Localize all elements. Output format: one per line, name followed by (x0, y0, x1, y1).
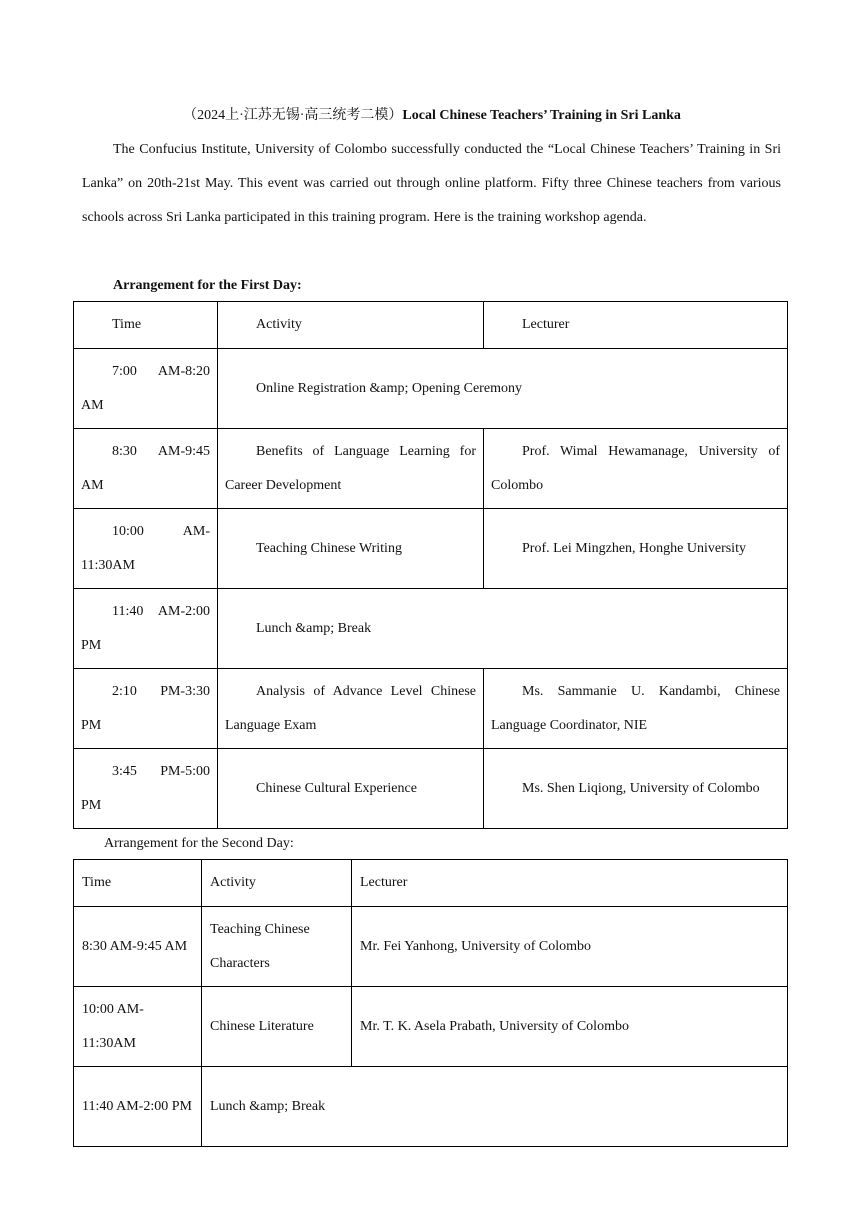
header-lecturer: Lecturer (484, 302, 788, 349)
time-cell: 8:30 AM-9:45 AM (74, 429, 218, 509)
lecturer-cell: Ms. Shen Liqiong, University of Colombo (484, 749, 788, 829)
header-time: Time (74, 302, 218, 349)
title-main: Local Chinese Teachers’ Training in Sri Lanka (402, 108, 681, 123)
lecturer-cell: Prof. Wimal Hewamanage, University of Colombo (484, 429, 788, 509)
time-cell: 10:00 AM-11:30AM (74, 987, 202, 1067)
page-title (82, 106, 782, 126)
day1-agenda-table (73, 301, 788, 829)
activity-cell: Teaching Chinese Characters (202, 907, 352, 987)
table-row (74, 669, 788, 749)
day2-label: Arrangement for the Second Day: (104, 836, 294, 851)
time-cell: 11:40 AM-2:00 PM (74, 1067, 202, 1147)
activity-cell: Analysis of Advance Level Chinese Language Exam (218, 669, 484, 749)
table-row (74, 349, 788, 429)
activity-cell: Online Registration &amp; Opening Ceremony (218, 349, 788, 429)
header-activity: Activity (218, 302, 484, 349)
lecturer-cell: Mr. T. K. Asela Prabath, University of Colombo (352, 987, 788, 1067)
activity-cell: Chinese Cultural Experience (218, 749, 484, 829)
activity-cell: Benefits of Language Learning for Career Development (218, 429, 484, 509)
table-row (74, 429, 788, 509)
table-header-row (74, 860, 788, 907)
table-row (74, 1067, 788, 1147)
activity-cell: Chinese Literature (202, 987, 352, 1067)
table-row (74, 749, 788, 829)
time-cell: 2:10 PM-3:30 PM (74, 669, 218, 749)
table-row (74, 509, 788, 589)
lecturer-cell: Ms. Sammanie U. Kandambi, Chinese Language Coordinator, NIE (484, 669, 788, 749)
header-lecturer: Lecturer (352, 860, 788, 907)
time-cell: 11:40 AM-2:00 PM (74, 589, 218, 669)
activity-cell: Teaching Chinese Writing (218, 509, 484, 589)
activity-cell: Lunch &amp; Break (202, 1067, 788, 1147)
day1-label: Arrangement for the First Day: (113, 278, 302, 293)
day2-agenda-table (73, 859, 788, 1147)
intro-paragraph: The Confucius Institute, University of Colombo successfully conducted the “Local Chinese Teachers’ Training in Sri Lanka” on 20th-21st May. This event was carried out through online platform. Fifty three Chinese teachers from various schools across Sri Lanka participated in this training program. Here is the training workshop agenda. (82, 142, 781, 225)
table-row (74, 987, 788, 1067)
table-row (74, 907, 788, 987)
time-cell: 3:45 PM-5:00 PM (74, 749, 218, 829)
header-time: Time (74, 860, 202, 907)
table-row (74, 589, 788, 669)
header-activity: Activity (202, 860, 352, 907)
activity-cell: Lunch &amp; Break (218, 589, 788, 669)
table-header-row (74, 302, 788, 349)
lecturer-cell: Mr. Fei Yanhong, University of Colombo (352, 907, 788, 987)
lecturer-cell: Prof. Lei Mingzhen, Honghe University (484, 509, 788, 589)
time-cell: 10:00 AM-11:30AM (74, 509, 218, 589)
time-cell: 7:00 AM-8:20 AM (74, 349, 218, 429)
title-source: （2024上·江苏无锡·高三统考二模） (183, 108, 403, 123)
time-cell: 8:30 AM-9:45 AM (74, 907, 202, 987)
